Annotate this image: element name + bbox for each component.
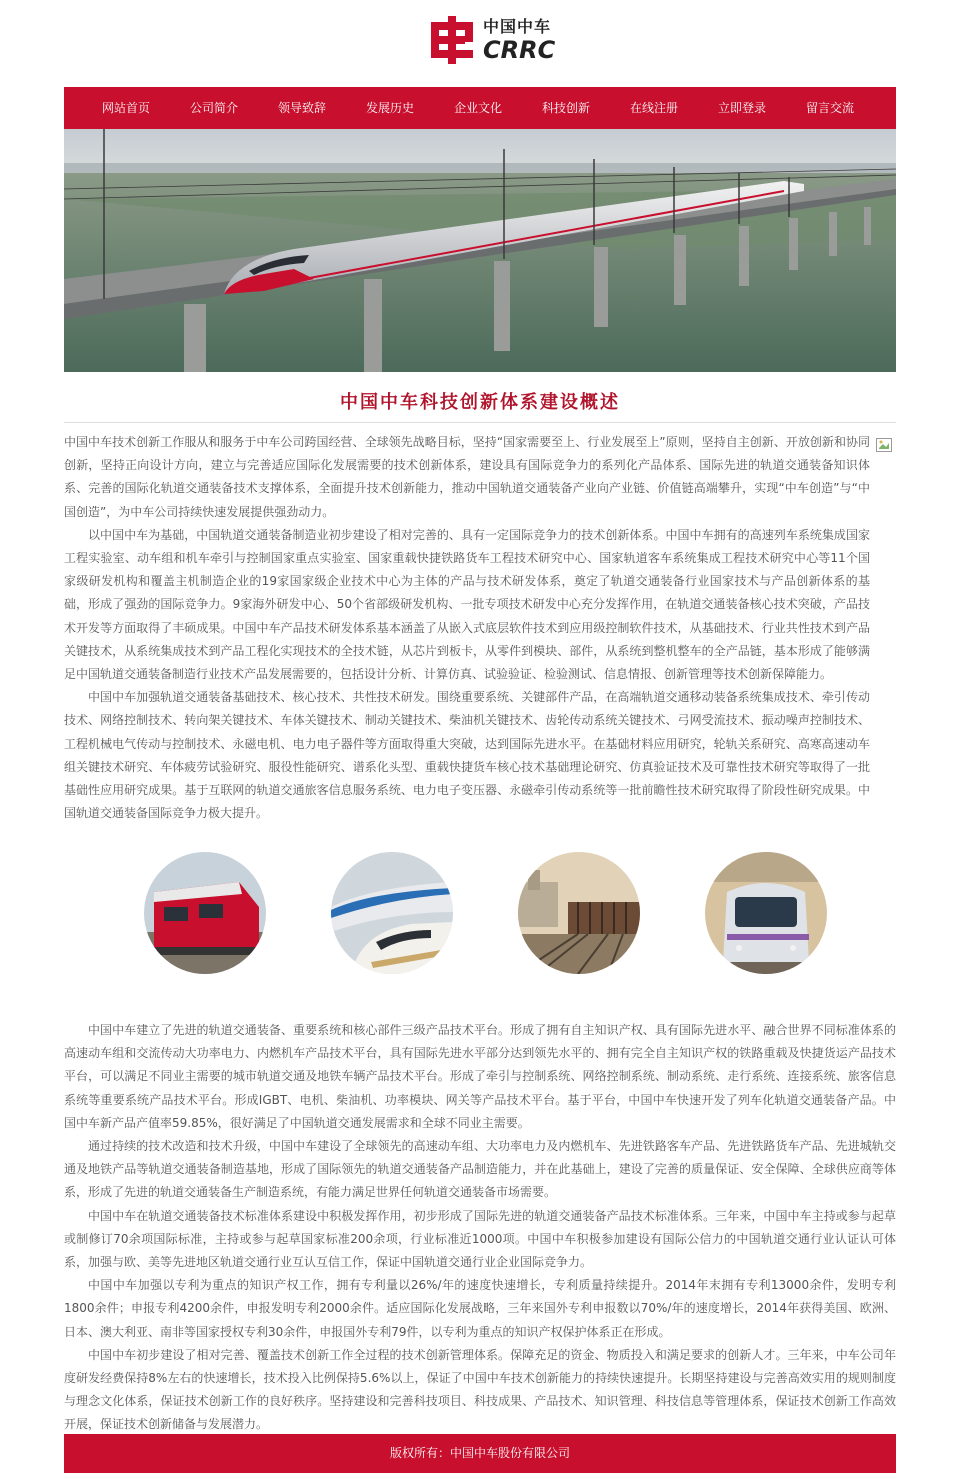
nav-item-register[interactable]: 在线注册 [629, 101, 678, 115]
body-paragraph-1: 中国中车建立了先进的轨道交通装备、重要系统和核心部件三级产品技术平台。形成了拥有自主知识产权、具有国际先进水平、融合世界不同标准体系的高速动车组和交流传动大功率电力、内燃机车产品技术平台，具有国际先进水平部分达到领先水平的、拥有完全自主知识产权的铁路重载及快捷货运产品技术平台，可以满足不同业主需要的城市轨道交通及地铁车辆产品技术平台。形成了牵引与控制系统、网络控制系统、制动系统、走行系统、连接系统、旅客信息系统等重要系统产品技术平台。形成IGBT、电机、柴油机、功率模块、网关等产品技术平台。基于平台，中国中车快速开发了列车化轨道交通装备产品。中国中车新产品产值率59.85%，很好满足了中国轨道交通发展需求和全球不同业主需要。 [64, 1023, 896, 1130]
footer-copyright: 版权所有：中国中车股份有限公司 [64, 1434, 896, 1473]
body-paragraph-2: 通过持续的技术改造和技术升级，中国中车建设了全球领先的高速动车组、大功率电力及内燃机车、先进铁路客车产品、先进铁路货车产品、先进城轨交通及地铁产品等轨道交通装备制造基地，形成了国际领先的轨道交通装备产品制造能力，并在此基础上，建设了完善的质量保证、安全保障、全球供应商等体系，形成了先进的轨道交通装备生产制造系统，有能力满足世界任何轨道交通装备市场需要。 [64, 1139, 896, 1200]
main-nav [64, 87, 896, 129]
high-speed-train-image [331, 852, 453, 974]
body-paragraph-3: 中国中车在轨道交通装备技术标准体系建设中积极发挥作用，初步形成了国际先进的轨道交通装备产品技术标准体系。三年来，中国中车主持或参与起草或制修订70余项国际标准，主持或参与起草国家标准200余项，行业标准近1000项。中国中车积极参加建设有国际公信力的中国轨道交通行业认证认可体系，加强与欧、美等先进地区轨道交通行业互认互信工作，保证中国轨道交通行业企业国际竞争力。 [64, 1208, 896, 1270]
nav-item-leadership[interactable]: 领导致辞 [277, 101, 326, 115]
freight-yard-image [518, 852, 640, 974]
nav-item-innovation[interactable]: 科技创新 [541, 101, 590, 115]
logo-chinese-text: 中国中车 [483, 16, 552, 36]
intro-text [64, 431, 870, 825]
body-text [64, 1019, 896, 1437]
banner-image [64, 129, 896, 372]
intro-paragraph-3: 中国中车加强轨道交通装备基础技术、核心技术、共性技术研发。围绕重要系统、关键部件产品，在高端轨道交通移动装备系统集成技术、牵引传动技术、网络控制技术、转向架关键技术、车体关键技术、制动关键技术、柴油机关键技术、齿轮传动系统关键技术、弓网受流技术、振动噪声控制技术、工程机械电气传动与控制技术、永磁电机、电力电子器件等方面取得重大突破，达到国际先进水平。在基础材料应用研究，轮轨关系研究、高寒高速动车组关键技术研究、车体疲劳试验研究、服役性能研究、谱系化头型、重载快捷货车核心技术基础理论研究、仿真验证技术及可靠性技术研究等取得了一批基础性应用研究成果。基于互联网的轨道交通旅客信息服务系统、电力电子变压器、永磁牵引传动系统等一批前瞻性技术研究取得了阶段性研究成果。中国轨道交通装备国际竞争力极大提升。 [64, 690, 870, 821]
crrc-logo-icon [429, 16, 475, 64]
page-title: 中国中车科技创新体系建设概述 [340, 392, 620, 413]
body-paragraph-4: 中国中车加强以专利为重点的知识产权工作，拥有专利量以26%/年的速度快速增长，专利质量持续提升。2014年末拥有专利13000余件，发明专利1800余件；申报专利4200余件，申报发明专利2000余件。适应国际化发展战略，三年来国外专利申报数以70%/年的速度增长，2014年获得美国、欧洲、日本、澳大利亚、南非等国家授权专利30余件，申报国外专利79件，以专利为重点的知识产权保护体系正在形成。 [64, 1278, 896, 1339]
body-paragraph-5: 中国中车初步建设了相对完善、覆盖技术创新工作全过程的技术创新管理体系。保障充足的资金、物质投入和满足要求的创新人才。三年来，中车公司年度研发经费保持8%左右的快速增长，技术投入比例保持5.6%以上，保证了中国中车技术创新能力的持续快速提升。长期坚持建设与完善高效实用的规则制度与理念文化体系，保证技术创新工作的良好秩序。坚持建设和完善科技项目、科技成果、产品技术、知识管理、科技信息等管理体系，保证技术创新工作高效开展，保证技术创新储备与发展潜力。 [64, 1347, 896, 1432]
page-header [0, 0, 960, 87]
electric-locomotive-image [144, 852, 266, 974]
intro-paragraph-2: 以中国中车为基础，中国轨道交通装备制造业初步建设了相对完善的、具有一定国际竞争力的技术创新体系。中国中车拥有的高速列车系统集成国家工程实验室、动车组和机车牵引与控制国家重点实验室、国家重载快捷铁路货车工程技术研究中心、国家轨道客车系统集成工程技术研究中心等11个国家级研发机构和覆盖主机制造企业的19家国家级企业技术中心为主体的产品与技术研发体系，奠定了轨道交通装备行业国家技术与产品创新体系的基础，形成了强劲的国际竞争力。9家海外研发中心、50个省部级研发机构、一批专项技术研发中心充分发挥作用，在轨道交通装备核心技术突破，产品技术开发等方面取得了丰硕成果。中国中车产品技术研发体系基本涵盖了从嵌入式底层软件技术到应用级控制软件技术，从基础技术、行业共性技术到产品关键技术，从系统集成技术到产品工程化实现技术的全技术链，从芯片到板卡，从零件到模块、部件，从系统到整机整车的全产品链，基本形成了能够满足中国轨道交通装备制造行业技术产品发展需要的，包括设计分析、计算仿真、试验验证、检验测试、信息情报、创新管理等技术创新保障能力。 [64, 527, 870, 682]
nav-item-login[interactable]: 立即登录 [717, 101, 766, 115]
broken-image-icon [876, 437, 892, 451]
crrc-logo[interactable] [429, 16, 565, 64]
metro-train-image [705, 852, 827, 974]
product-images-row [64, 852, 896, 980]
nav-item-history[interactable]: 发展历史 [365, 101, 414, 115]
nav-item-home[interactable]: 网站首页 [101, 101, 150, 115]
intro-paragraph-1: 中国中车技术创新工作服从和服务于中车公司跨国经营、全球领先战略目标，坚持“国家需要至上、行业发展至上”原则，坚持自主创新、开放创新和协同创新，坚持正向设计方向，建立与完善适应国际化发展需要的技术创新体系，建设具有国际竞争力的系列化产品体系、国际先进的轨道交通装备知识体系、完善的国际化轨道交通装备技术支撑体系，全面提升技术创新能力，推动中国轨道交通装备产业向产业链、价值链高端攀升，实现“中车创造”与“中国创造”，为中车公司持续快速发展提供强劲动力。 [64, 435, 870, 519]
nav-item-about[interactable]: 公司简介 [189, 101, 238, 115]
nav-item-culture[interactable]: 企业文化 [453, 101, 502, 115]
nav-item-message[interactable]: 留言交流 [805, 101, 854, 115]
logo-english-text: CRRC [483, 35, 556, 64]
title-divider [64, 422, 896, 423]
